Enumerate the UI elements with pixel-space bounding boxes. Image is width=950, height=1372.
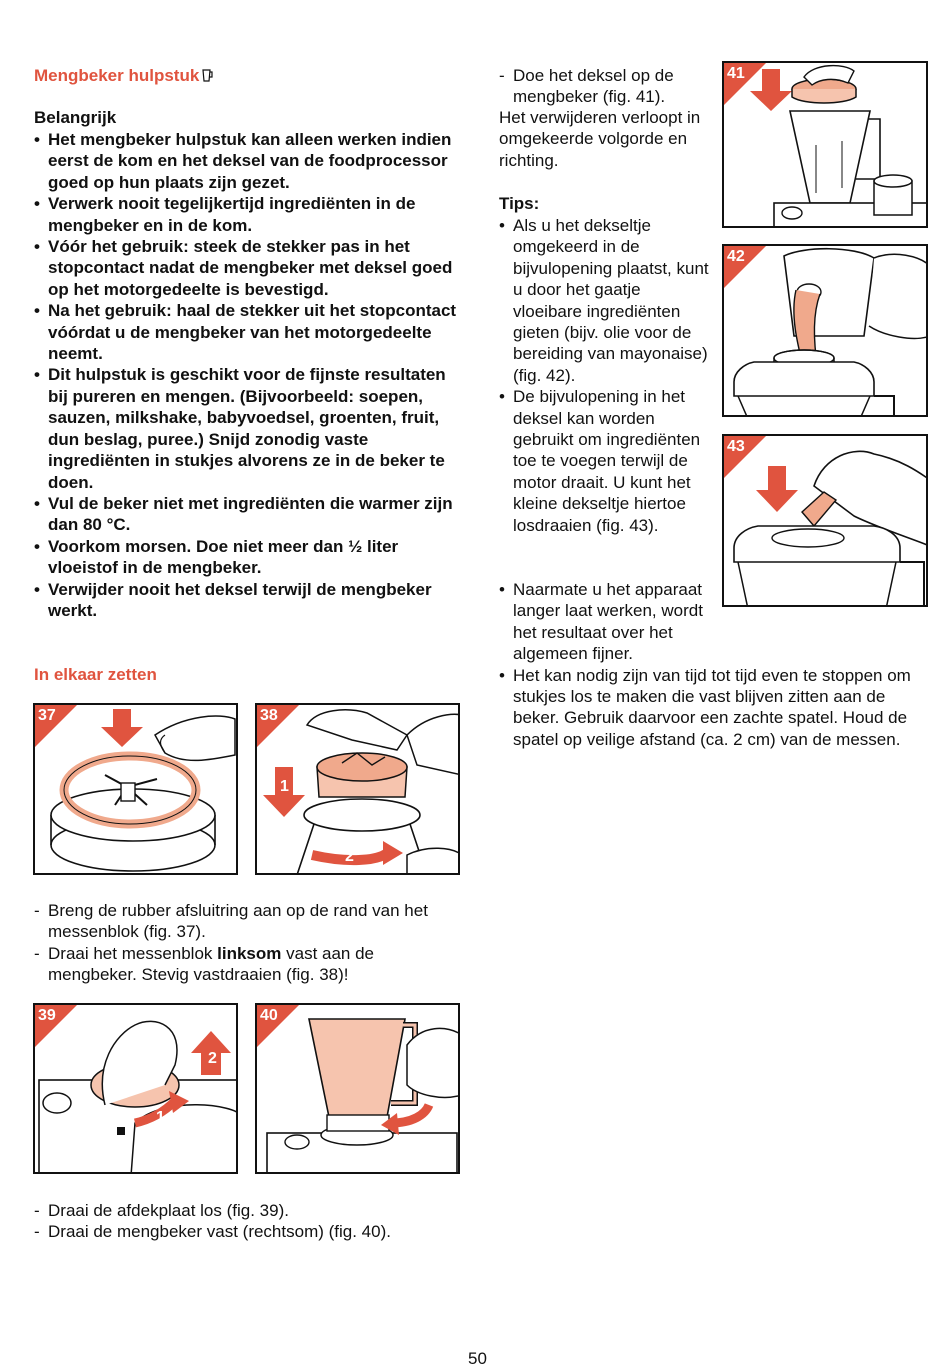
tip-item: • Naarmate u het apparaat langer laat werken, wordt het resultaat over het algemeen fijner.	[499, 579, 723, 665]
figure-41	[722, 61, 928, 228]
important-item: • Na het gebruik: haal de stekker uit het stopcontact vóórdat u de mengbeker van het motorgedeelte neemt.	[34, 300, 464, 364]
important-item: • Vul de beker niet met ingrediënten die warmer zijn dan 80 °C.	[34, 493, 464, 536]
step-2-label: 2	[208, 1050, 217, 1067]
blender-jug-icon	[202, 69, 213, 83]
tips-title: Tips:	[499, 194, 540, 213]
figure-38	[255, 703, 460, 875]
tip-item: • Als u het dekseltje omgekeerd in de bijvulopening plaatst, kunt u door het gaatje vloeibare ingrediënten gieten (bijv. olie voor de bereiding van mayonaise) (fig. 42).	[499, 215, 711, 386]
tip-item: • Het kan nodig zijn van tijd tot tijd even te stoppen om stukjes los te maken die vast blijven zitten aan de beker. Gebruik daarvoor een zachte spatel. Houd de spatel op veilige afstand (ca. 2 cm) van de messen.	[499, 665, 919, 751]
step-2-label: 2	[345, 848, 354, 865]
figure-42-number: 42	[727, 248, 745, 265]
assembly-steps-b	[34, 1200, 454, 1243]
tip-item: • De bijvulopening in het deksel kan worden gebruikt om ingrediënten toe te voegen terwijl de motor draait. U kunt het kleine dekseltje hiertoe losdraaien (fig. 43).	[499, 386, 711, 536]
section-heading-text: Mengbeker hulpstuk	[34, 66, 200, 85]
figure-43-illustration	[724, 436, 928, 607]
assembly-step: - Breng de rubber afsluitring aan op de rand van het messenblok (fig. 37).	[34, 900, 454, 943]
important-title: Belangrijk	[34, 108, 117, 127]
figure-42	[722, 244, 928, 417]
figure-39	[33, 1003, 238, 1174]
important-item: • Verwijder nooit het deksel terwijl de mengbeker werkt.	[34, 579, 464, 622]
assembly-steps-a	[34, 900, 454, 986]
figure-39-illustration	[35, 1005, 238, 1174]
figure-37	[33, 703, 238, 875]
removal-note: Het verwijderen verloopt in omgekeerde volgorde en richting.	[499, 108, 701, 170]
tips-list-a	[499, 215, 711, 536]
important-item: • Vóór het gebruik: steek de stekker pas in het stopcontact nadat de mengbeker met deksel goed op het motorgedeelte is bevestigd.	[34, 236, 464, 300]
figure-43-number: 43	[727, 438, 745, 455]
assembly-step: - Draai het messenblok linksom vast aan de mengbeker. Stevig vastdraaien (fig. 38)!	[34, 943, 454, 986]
figure-40-number: 40	[260, 1007, 278, 1024]
important-item: • Dit hulpstuk is geschikt voor de fijnste resultaten bij pureren en mengen. (Bijvoorbeeld: soepen, sauzen, milkshake, babyvoedsel, groenten, fruit, dun beslag, puree.) Snijd zonodig vaste ingrediënten in stukjes alvorens ze in de beker te doen.	[34, 364, 464, 492]
section-heading-blender	[34, 65, 213, 86]
assembly-step: - Draai de mengbeker vast (rechtsom) (fig. 40).	[34, 1221, 454, 1242]
step-1-label: 1	[280, 778, 289, 795]
figure-42-illustration	[724, 246, 928, 417]
figure-37-number: 37	[38, 707, 56, 724]
figure-41-number: 41	[727, 65, 745, 82]
figure-41-illustration	[724, 63, 928, 228]
figure-38-number: 38	[260, 707, 278, 724]
important-item: • Het mengbeker hulpstuk kan alleen werken indien eerst de kom en het deksel van de foodprocessor goed op hun plaats zijn gezet.	[34, 129, 464, 193]
section-heading-assembly: In elkaar zetten	[34, 665, 157, 684]
figure-39-number: 39	[38, 1007, 56, 1024]
lid-steps	[499, 65, 709, 108]
lid-step: - Doe het deksel op de mengbeker (fig. 41).	[499, 65, 709, 108]
important-item: • Verwerk nooit tegelijkertijd ingrediënten in de mengbeker en in de kom.	[34, 193, 464, 236]
important-list	[34, 129, 464, 621]
figure-40-illustration	[257, 1005, 460, 1174]
assembly-step: - Draai de afdekplaat los (fig. 39).	[34, 1200, 454, 1221]
important-item: • Voorkom morsen. Doe niet meer dan ½ liter vloeistof in de mengbeker.	[34, 536, 464, 579]
page-number: 50	[468, 1349, 487, 1368]
figure-37-illustration	[35, 705, 238, 875]
figure-40	[255, 1003, 460, 1174]
step-1-label: 1	[156, 1109, 165, 1126]
figure-43	[722, 434, 928, 607]
